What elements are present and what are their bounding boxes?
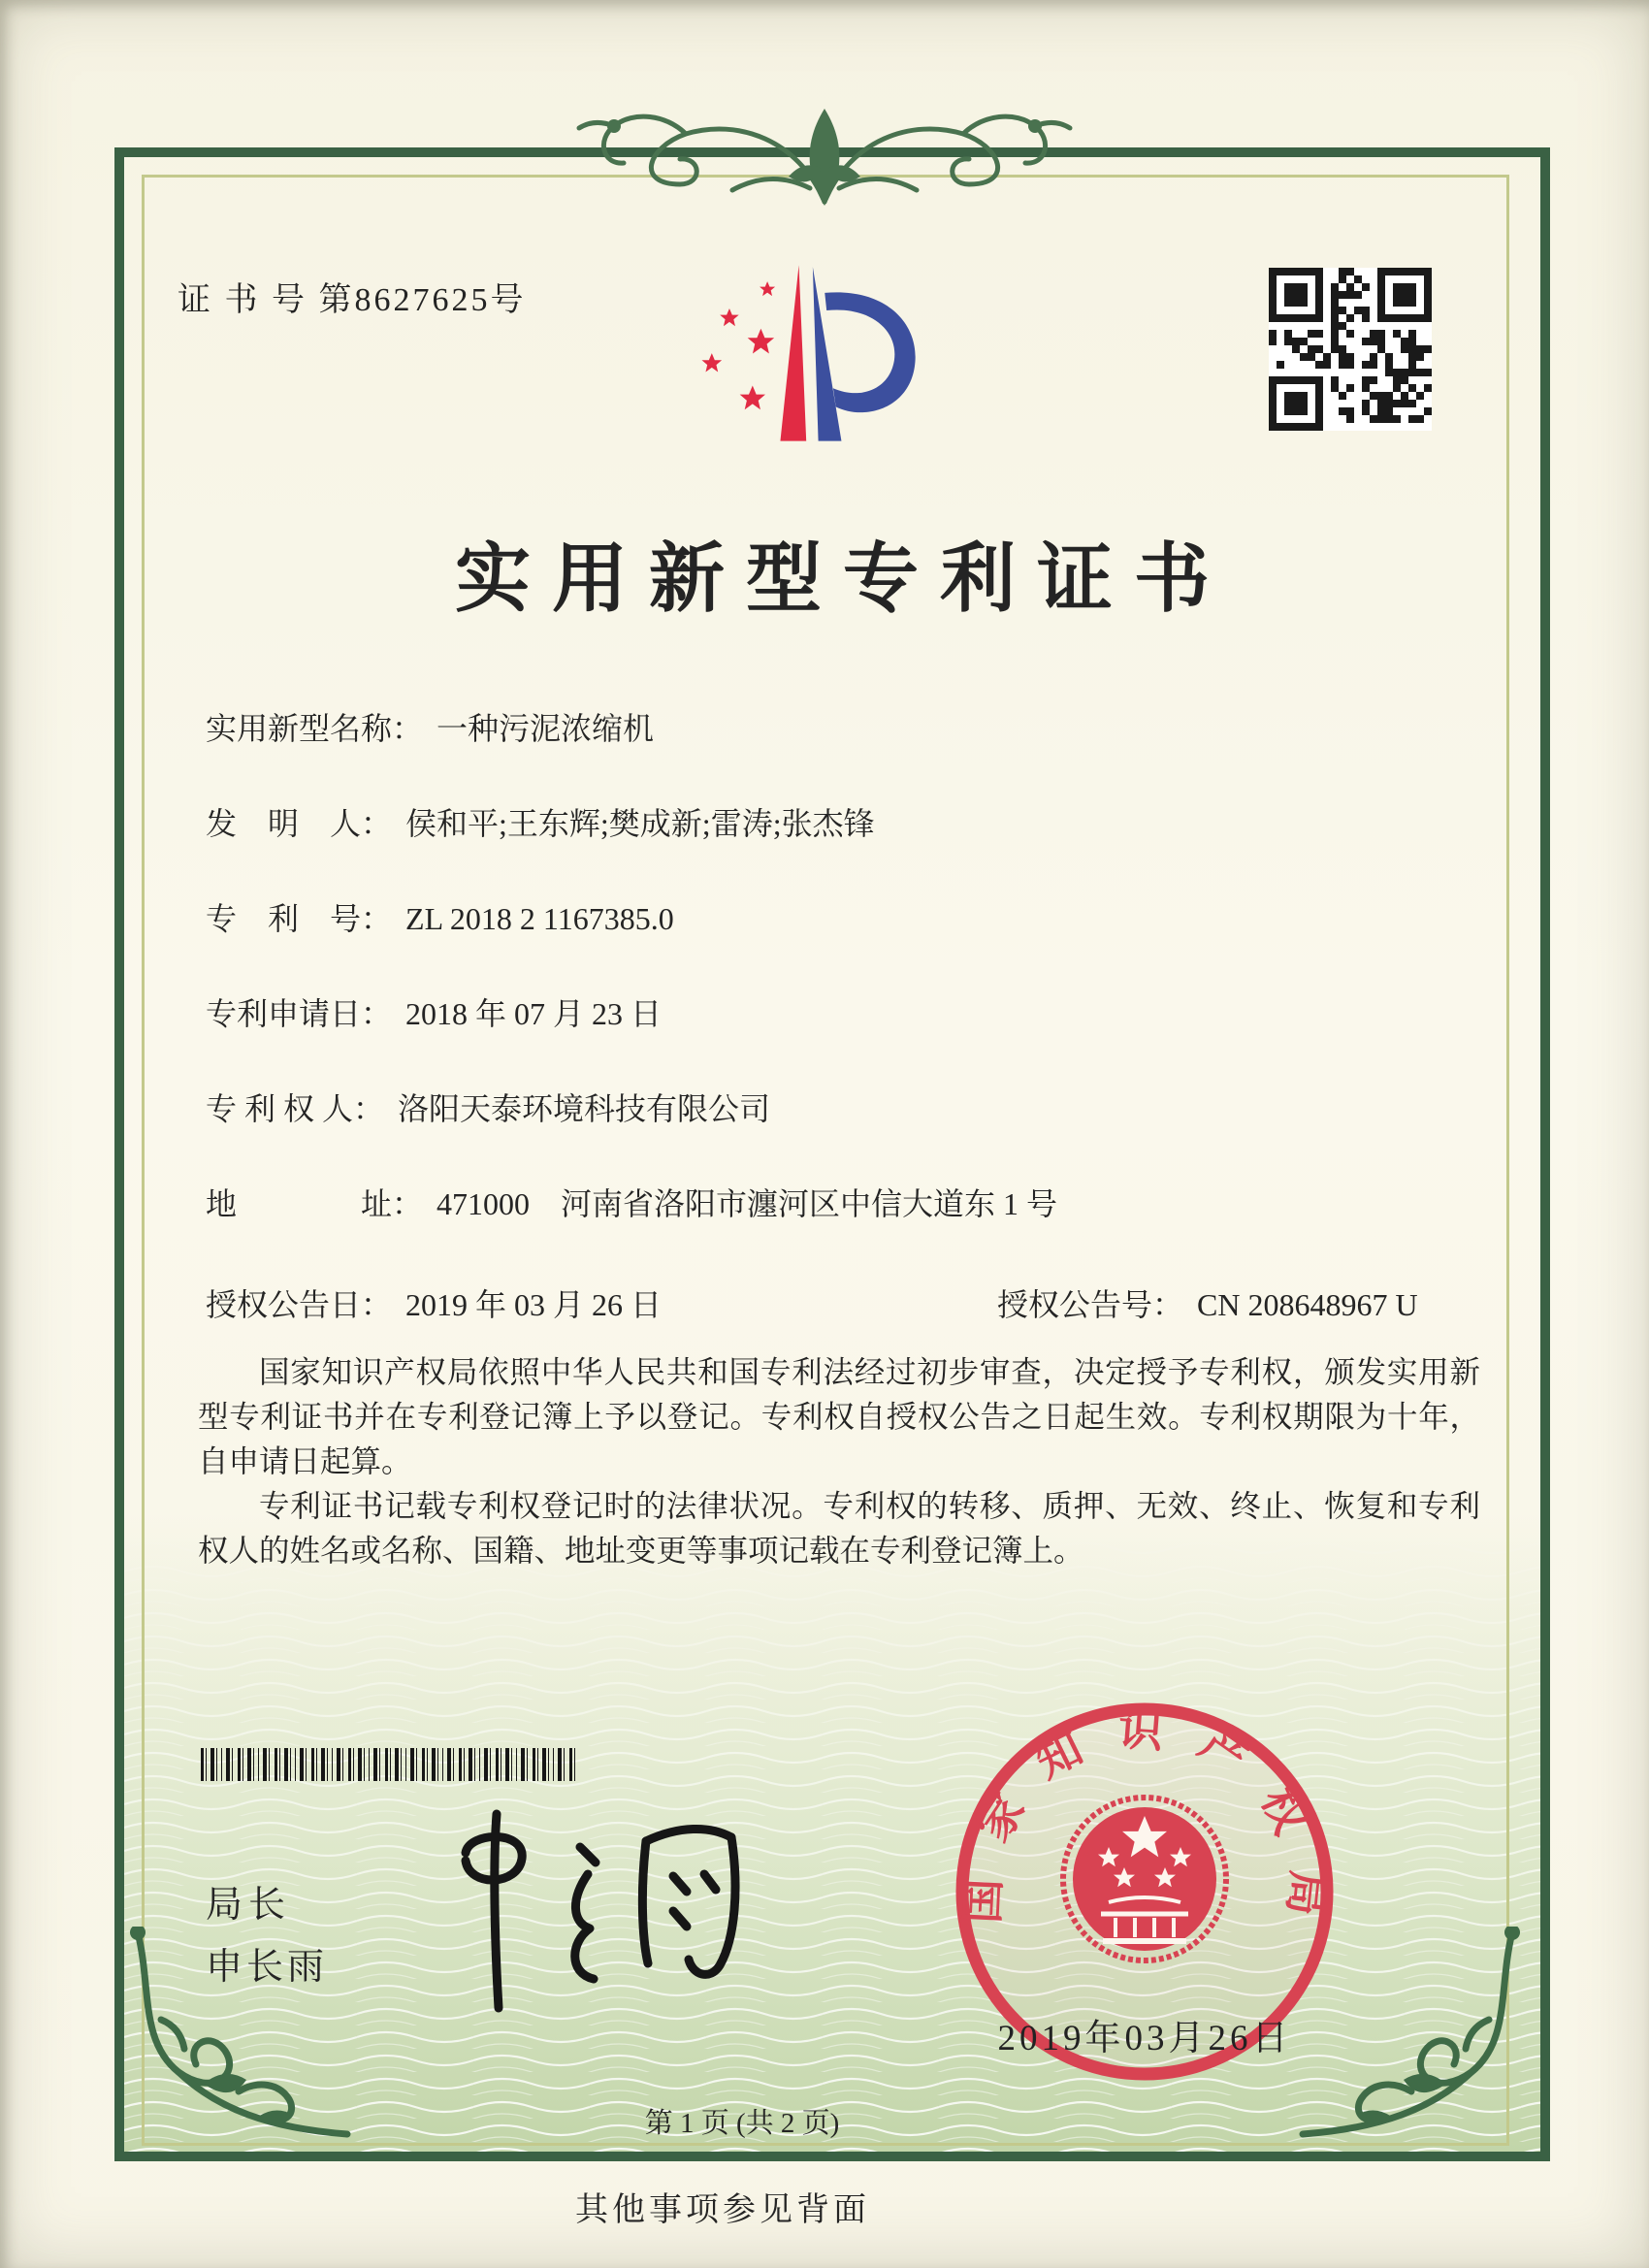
field-value: 2019 年 03 月 26 日 xyxy=(405,1287,663,1322)
certificate-title: 实用新型专利证书 xyxy=(454,536,1231,621)
field-row-address xyxy=(206,1180,1057,1224)
official-seal xyxy=(946,1693,1343,2090)
legal-paragraph: 专利证书记载专利权登记时的法律状况。专利权的转移、质押、无效、终止、恢复和专利权人的姓名或名称、国籍、地址变更等事项记载在专利登记簿上。 xyxy=(198,1489,1480,1568)
field-label: 授权公告日： xyxy=(206,1287,393,1322)
legal-text-block xyxy=(198,1350,1480,1573)
field-label: 专 利 号： xyxy=(206,901,393,936)
field-value: 2018 年 07 月 23 日 xyxy=(405,996,663,1031)
top-dragon-ornament-icon xyxy=(538,76,1111,229)
field-row-patent-number xyxy=(206,894,674,939)
field-value: 洛阳天泰环境科技有限公司 xyxy=(398,1091,771,1126)
cnipa-patent-logo-icon xyxy=(669,250,951,454)
field-label: 发 明 人： xyxy=(206,806,393,841)
field-value: CN 208648967 U xyxy=(1197,1287,1418,1322)
field-value: 侯和平;王东辉;樊成新;雷涛;张杰锋 xyxy=(405,806,875,841)
field-label: 地 址： xyxy=(206,1186,424,1221)
seal-text: 国家知识产权局 xyxy=(957,1704,1334,1952)
field-value: 471000 河南省洛阳市瀍河区中信大道东 1 号 xyxy=(436,1186,1058,1221)
field-row-filing-date xyxy=(206,989,662,1034)
field-label: 专利申请日： xyxy=(206,996,393,1031)
director-signature-icon xyxy=(425,1806,755,2025)
back-side-note: 其他事项参见背面 xyxy=(575,2192,870,2228)
field-value: ZL 2018 2 1167385.0 xyxy=(405,901,674,936)
field-row-name xyxy=(206,704,654,749)
field-row-inventors xyxy=(206,799,875,844)
field-label: 授权公告号： xyxy=(997,1287,1184,1322)
qr-code xyxy=(1269,268,1432,431)
page-number: 第 1 页 (共 2 页) xyxy=(644,2108,840,2139)
seal-date: 2019年03月26日 xyxy=(997,2019,1292,2058)
field-value: 一种污泥浓缩机 xyxy=(436,711,655,746)
legal-paragraph: 国家知识产权局依照中华人民共和国专利法经过初步审查，决定授予专利权，颁发实用新型专利证书并在专利登记簿上予以登记。专利权自授权公告之日起生效。专利权期限为十年，自申请日起算。 xyxy=(198,1355,1480,1478)
field-label: 专 利 权 人： xyxy=(206,1091,385,1126)
field-row-patentee xyxy=(206,1085,770,1129)
director-title: 局长 xyxy=(206,1885,292,1926)
field-row-grant xyxy=(206,1280,1418,1325)
director-name: 申长雨 xyxy=(206,1947,329,1988)
barcode xyxy=(201,1748,577,1781)
certificate-number: 证 书 号 第8627625号 xyxy=(178,282,527,318)
field-label: 实用新型名称： xyxy=(206,711,424,746)
